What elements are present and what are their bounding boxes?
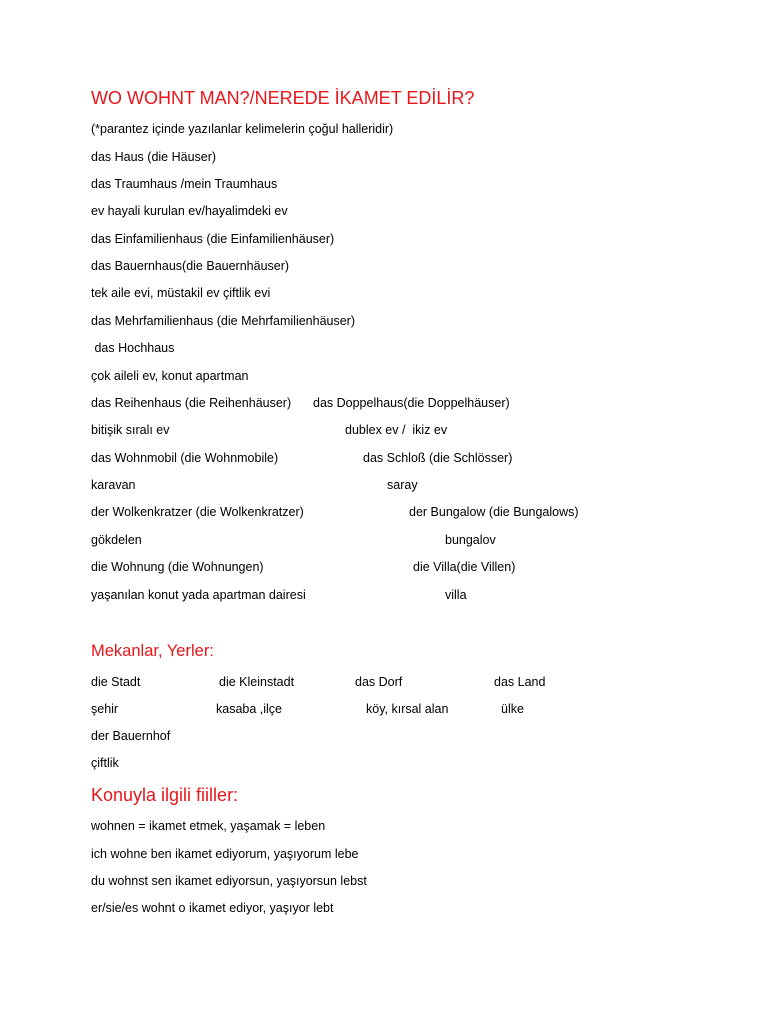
pair-left: das Wohnmobil (die Wohnmobile) [91,451,279,465]
place-tr: ülke [501,702,524,716]
verb-line: er/sie/es wohnt o ikamet ediyor, yaşıyor lebt [91,901,334,915]
vocab-line: das Bauernhaus(die Bauernhäuser) [91,259,290,273]
vocab-line: çok aileli ev, konut apartman [91,369,249,383]
vocab-line: das Hochhaus [91,341,175,355]
place-tr: şehir [91,702,119,716]
pair-right: villa [445,588,467,602]
pair-left: der Wolkenkratzer (die Wolkenkratzer) [91,505,304,519]
place-tr: köy, kırsal alan [366,702,449,716]
pair-right: dublex ev / ikiz ev [345,423,448,437]
pair-left: karavan [91,478,136,492]
page-title: WO WOHNT MAN?/NEREDE İKAMET EDİLİR? [91,88,475,108]
farm-de: der Bauernhof [91,729,171,743]
vocab-line: tek aile evi, müstakil ev çiftlik evi [91,286,271,300]
place-de: die Stadt [91,675,141,689]
vocab-line: das Mehrfamilienhaus (die Mehrfamilienhäuser) [91,314,356,328]
verbs-heading: Konuyla ilgili fiiller: [91,785,239,805]
pair-left: die Wohnung (die Wohnungen) [91,560,264,574]
pair-right: bungalov [445,533,496,547]
verb-line: du wohnst sen ikamet ediyorsun, yaşıyorsun lebst [91,874,367,888]
pair-left: gökdelen [91,533,142,547]
places-heading: Mekanlar, Yerler: [91,642,214,660]
pair-right: die Villa(die Villen) [413,560,516,574]
plural-note: (*parantez içinde yazılanlar kelimelerin çoğul halleridir) [91,122,394,136]
place-de: die Kleinstadt [219,675,295,689]
verb-line: wohnen = ikamet etmek, yaşamak = leben [91,819,326,833]
vocab-line: das Traumhaus /mein Traumhaus [91,177,278,191]
pair-right: das Schloß (die Schlösser) [363,451,513,465]
pair-right: saray [387,478,418,492]
verb-line: ich wohne ben ikamet ediyorum, yaşıyorum lebe [91,847,359,861]
vocab-line: ev hayali kurulan ev/hayalimdeki ev [91,204,288,218]
vocab-line: das Haus (die Häuser) [91,150,217,164]
place-de: das Dorf [355,675,403,689]
pair-right: der Bungalow (die Bungalows) [409,505,579,519]
pair-left: das Reihenhaus (die Reihenhäuser) [91,396,292,410]
vocab-line: das Einfamilienhaus (die Einfamilienhäuser) [91,232,335,246]
pair-left: yaşanılan konut yada apartman dairesi [91,588,306,602]
pair-left: bitişik sıralı ev [91,423,170,437]
place-de: das Land [494,675,546,689]
pair-right: das Doppelhaus(die Doppelhäuser) [313,396,510,410]
farm-tr: çiftlik [91,756,119,770]
place-tr: kasaba ,ilçe [216,702,283,716]
